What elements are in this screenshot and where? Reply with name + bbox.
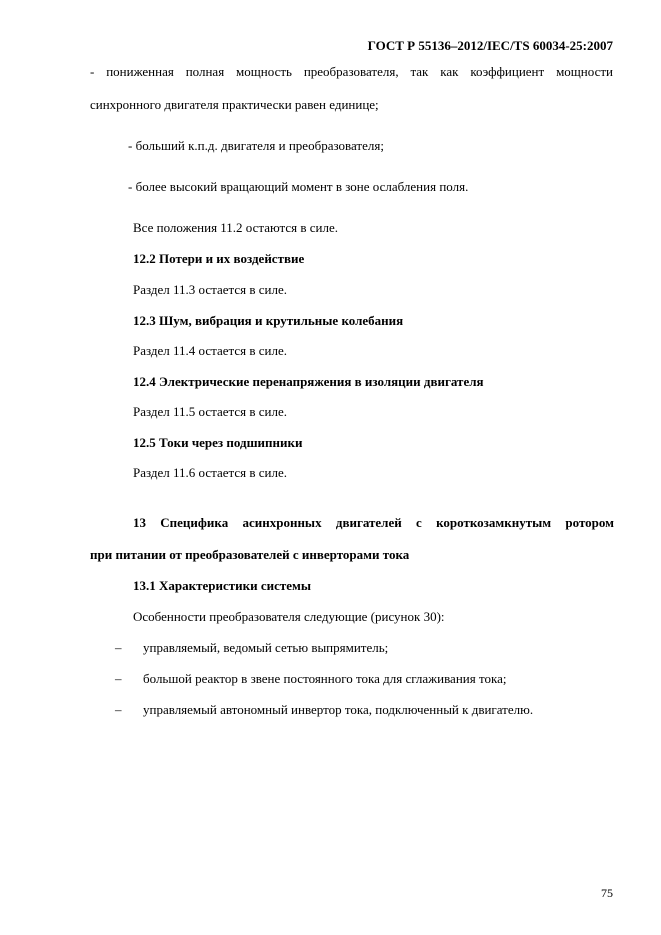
document-code-header: ГОСТ Р 55136–2012/IEC/TS 60034-25:2007 <box>367 38 613 53</box>
paragraph-section-11-5: Раздел 11.5 остается в силе. <box>133 404 287 419</box>
heading-12-3: 12.3 Шум, вибрация и крутильные колебания <box>133 313 404 328</box>
paragraph-converter-features: Особенности преобразователя следующие (рисунок 30): <box>133 609 445 624</box>
heading-13-1: 13.1 Характеристики системы <box>133 578 312 593</box>
list-item-current-inverter: управляемый автономный инвертор тока, подключенный к двигателю. <box>143 702 534 717</box>
heading-13-line1: 13 Специфика асинхронных двигателей с короткозамкнутым ротором <box>133 515 614 530</box>
list-item-dc-reactor: большой реактор в звене постоянного тока для сглаживания тока; <box>143 671 507 686</box>
list-item-rectifier: управляемый, ведомый сетью выпрямитель; <box>143 640 389 655</box>
paragraph-section-11-6: Раздел 11.6 остается в силе. <box>133 465 287 480</box>
paragraph-section-11-4: Раздел 11.4 остается в силе. <box>133 343 287 358</box>
paragraph-torque: - более высокий вращающий момент в зоне ослабления поля. <box>128 179 469 194</box>
list-item-marker: – <box>115 640 122 655</box>
paragraph-efficiency: - больший к.п.д. двигателя и преобразователя; <box>128 138 384 153</box>
paragraph-reduced-power-line1: - пониженная полная мощность преобразователя, так как коэффициент мощности <box>90 64 613 79</box>
list-item-marker: – <box>115 702 122 717</box>
paragraph-reduced-power-line2: синхронного двигателя практически равен единице; <box>90 97 379 112</box>
heading-13-line2: при питании от преобразователей с инверторами тока <box>90 547 410 562</box>
heading-12-5: 12.5 Токи через подшипники <box>133 435 303 450</box>
list-item-marker: – <box>115 671 122 686</box>
heading-12-2: 12.2 Потери и их воздействие <box>133 251 305 266</box>
paragraph-provisions-11-2: Все положения 11.2 остаются в силе. <box>133 220 339 235</box>
paragraph-section-11-3: Раздел 11.3 остается в силе. <box>133 282 287 297</box>
page-number: 75 <box>601 886 613 900</box>
heading-12-4: 12.4 Электрические перенапряжения в изоляции двигателя <box>133 374 484 389</box>
